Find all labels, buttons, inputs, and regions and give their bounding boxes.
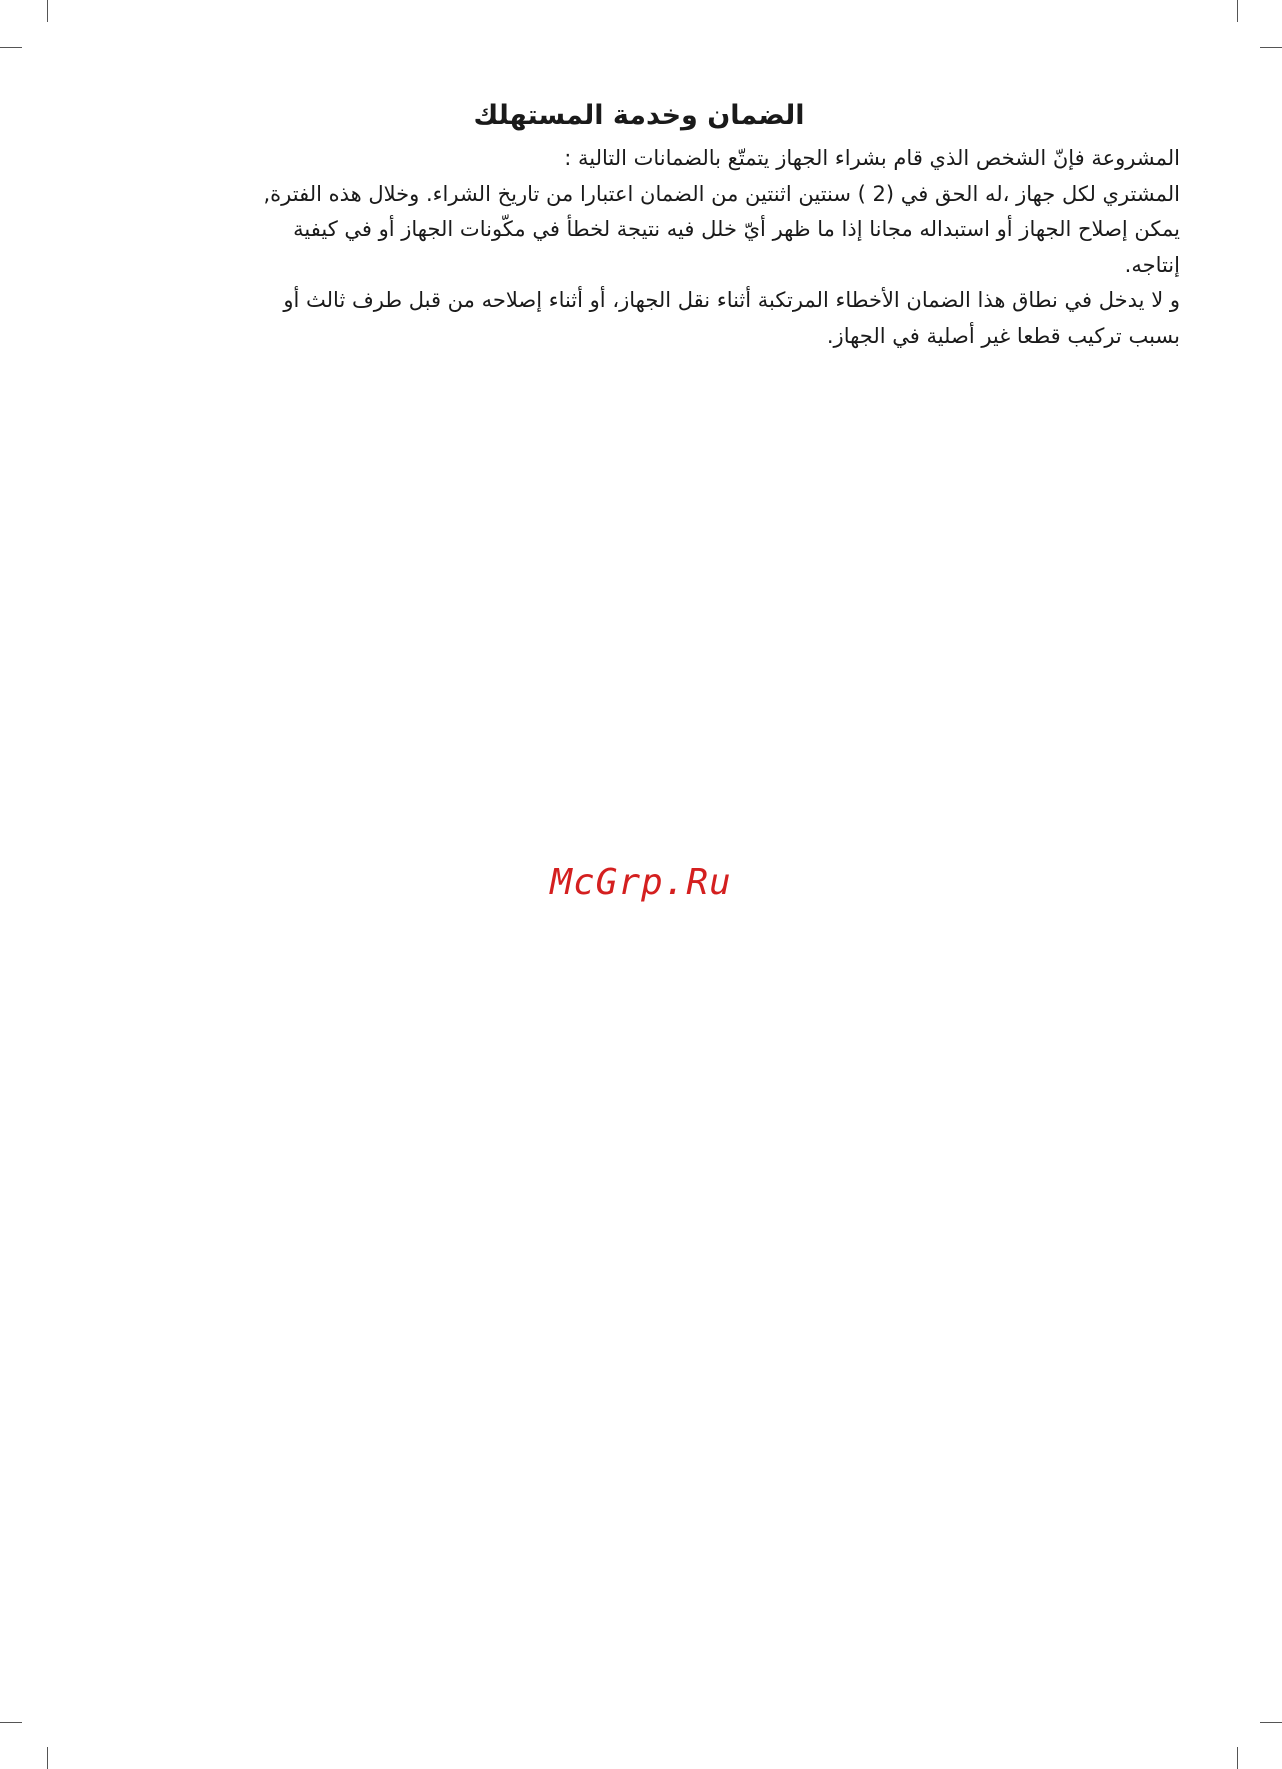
document-body (98, 100, 1180, 354)
crop-mark-top-left-h (0, 47, 22, 48)
crop-mark-bottom-left (47, 1747, 48, 1769)
text-line-6: بسبب تركيب قطعا غير أصلية في الجهاز. (826, 323, 1180, 348)
paragraph-warranty (98, 141, 1180, 354)
text-line-1: المشروعة فإنّ الشخص الذي قام بشراء الجهاز يتمتّع بالضمانات التالية : (564, 146, 1180, 170)
watermark: McGrp.Ru (550, 862, 732, 903)
text-line-3: يمكن إصلاح الجهاز أو استبداله مجانا إذا ما ظهر أيّ خلل فيه نتيجة لخطأ في مكّونات الجهاز أو في كيفية (293, 217, 1180, 241)
crop-mark-top-left (47, 0, 48, 22)
page-title: الضمان وخدمة المستهلك (473, 100, 805, 131)
crop-mark-top-right-h (1260, 47, 1282, 48)
crop-mark-bottom-left-h (0, 1722, 22, 1723)
text-line-5: و لا يدخل في نطاق هذا الضمان الأخطاء المرتكبة أثناء نقل الجهاز، أو أثناء إصلاحه من قبل طرف ثالث أو (283, 288, 1180, 312)
crop-mark-bottom-right (1237, 1747, 1238, 1769)
crop-mark-bottom-right-h (1260, 1722, 1282, 1723)
text-line-2: المشتري لكل جهاز ،له الحق في (2 ) سنتين اثنتين من الضمان اعتبارا من تاريخ الشراء. وخلال هذه الفترة, (263, 181, 1180, 206)
text-line-4: إنتاجه. (1124, 252, 1180, 277)
crop-mark-top-right (1237, 0, 1238, 22)
